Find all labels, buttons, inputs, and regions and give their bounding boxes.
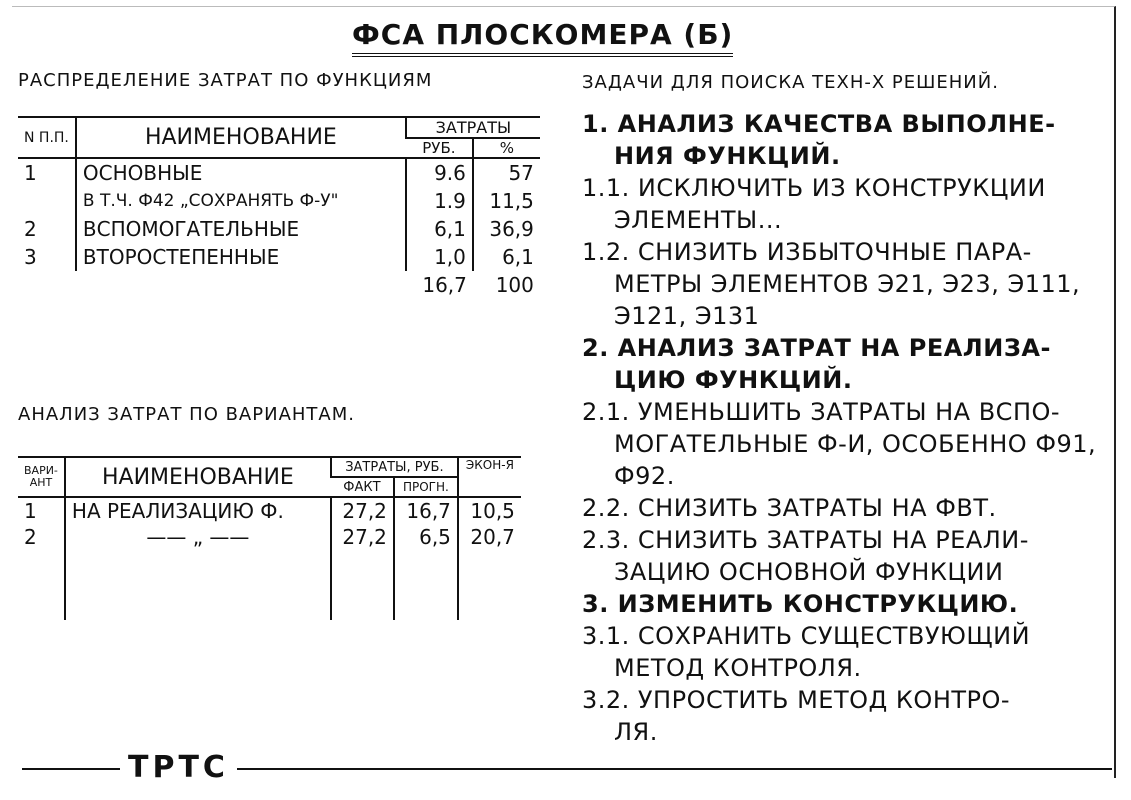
task-line: 2. АНАЛИЗ ЗАТРАТ НА РЕАЛИЗА- — [582, 334, 1051, 362]
page-title: ФСА ПЛОСКОМЕРА (Б) — [352, 18, 733, 57]
total-rub: 16,7 — [422, 273, 467, 297]
col-rub-header: РУБ. — [406, 138, 473, 158]
table-row — [18, 524, 521, 550]
variants-heading: АНАЛИЗ ЗАТРАТ ПО ВАРИАНТАМ. — [18, 404, 355, 425]
row-no: 1 — [24, 499, 37, 523]
row-econ: 10,5 — [458, 497, 521, 524]
row-name: ВТОРОСТЕПЕННЫЕ — [76, 243, 406, 271]
task-line: НИЯ ФУНКЦИЙ. — [614, 142, 841, 170]
task-line: МЕТРЫ ЭЛЕМЕНТОВ Э21, Э23, Э111, — [614, 270, 1081, 298]
col-prog-header: ПРОГН. — [394, 477, 458, 497]
row-fact: 27,2 — [331, 524, 394, 550]
col-costs-header: ЗАТРАТЫ, РУБ. — [331, 457, 458, 477]
task-line: 3. ИЗМЕНИТЬ КОНСТРУКЦИЮ. — [582, 590, 1019, 618]
row-pct: 11,5 — [473, 187, 540, 215]
task-line: 3.1. СОХРАНИТЬ СУЩЕСТВУЮЩИЙ — [582, 622, 1031, 650]
col-costs-header: ЗАТРАТЫ — [406, 117, 540, 138]
col-name-header: НАИМЕНОВАНИЕ — [65, 457, 331, 497]
task-line: 2.2. СНИЗИТЬ ЗАТРАТЫ НА ФВТ. — [582, 494, 997, 522]
functions-cost-table — [18, 116, 540, 299]
row-rub: 1,0 — [406, 243, 473, 271]
row-rub: 9.6 — [406, 158, 473, 187]
functions-heading: РАСПРЕДЕЛЕНИЕ ЗАТРАТ ПО ФУНКЦИЯМ — [18, 70, 433, 91]
row-prog: 16,7 — [394, 497, 458, 524]
total-row — [18, 271, 540, 299]
row-rub: 6,1 — [406, 215, 473, 243]
table-row — [18, 497, 521, 524]
row-fact: 27,2 — [331, 497, 394, 524]
col-no-header: N П.П. — [18, 117, 76, 158]
col-econ-header: ЭКОН-Я — [458, 457, 521, 497]
table-row — [18, 187, 540, 215]
row-prog: 6,5 — [394, 524, 458, 550]
row-no — [18, 187, 76, 215]
task-line: Э121, Э131 — [614, 302, 760, 330]
row-name: В Т.Ч. Ф42 „СОХРАНЯТЬ Ф-У" — [76, 187, 406, 215]
col-name-header: НАИМЕНОВАНИЕ — [76, 117, 406, 158]
task-line: 2.1. УМЕНЬШИТЬ ЗАТРАТЫ НА ВСПО- — [582, 398, 1061, 426]
row-name: —— „ —— — [65, 524, 331, 550]
row-no: 1 — [24, 161, 37, 185]
row-pct: 6,1 — [473, 243, 540, 271]
footer-logo: ТРТС — [120, 750, 237, 785]
task-line: 2.3. СНИЗИТЬ ЗАТРАТЫ НА РЕАЛИ- — [582, 526, 1029, 554]
task-line: МЕТОД КОНТРОЛЯ. — [614, 654, 862, 682]
col-variant-header: ВАРИ-АНТ — [18, 457, 65, 497]
row-pct: 57 — [473, 158, 540, 187]
row-no: 2 — [24, 217, 37, 241]
row-name: ВСПОМОГАТЕЛЬНЫЕ — [76, 215, 406, 243]
table-row — [18, 215, 540, 243]
row-no: 2 — [24, 525, 37, 549]
task-line: 1. АНАЛИЗ КАЧЕСТВА ВЫПОЛНЕ- — [582, 110, 1056, 138]
row-rub: 1.9 — [406, 187, 473, 215]
tasks-list — [582, 108, 1112, 748]
row-name: НА РЕАЛИЗАЦИЮ Ф. — [65, 497, 331, 524]
task-line: 1.1. ИСКЛЮЧИТЬ ИЗ КОНСТРУКЦИИ — [582, 174, 1046, 202]
table-row — [18, 243, 540, 271]
total-pct: 100 — [495, 273, 534, 297]
task-line: ЗАЦИЮ ОСНОВНОЙ ФУНКЦИИ — [614, 558, 1004, 586]
task-line: МОГАТЕЛЬНЫЕ Ф-И, ОСОБЕННО Ф91, Ф92. — [614, 430, 1097, 490]
row-name: ОСНОВНЫЕ — [76, 158, 406, 187]
variants-cost-table — [18, 456, 521, 620]
row-econ: 20,7 — [458, 524, 521, 550]
task-line: 3.2. УПРОСТИТЬ МЕТОД КОНТРО- — [582, 686, 1011, 714]
tasks-heading: ЗАДАЧИ ДЛЯ ПОИСКА ТЕХН-Х РЕШЕНИЙ. — [582, 72, 999, 93]
task-line: 1.2. СНИЗИТЬ ИЗБЫТОЧНЫЕ ПАРА- — [582, 238, 1032, 266]
task-line: ЦИЮ ФУНКЦИЙ. — [614, 366, 853, 394]
task-line: ЭЛЕМЕНТЫ... — [614, 206, 783, 234]
col-pct-header: % — [473, 138, 540, 158]
row-no: 3 — [24, 245, 37, 269]
task-line: ЛЯ. — [614, 718, 658, 746]
footer — [22, 748, 1112, 788]
table-row — [18, 158, 540, 187]
col-fact-header: ФАКТ — [331, 477, 394, 497]
row-pct: 36,9 — [473, 215, 540, 243]
